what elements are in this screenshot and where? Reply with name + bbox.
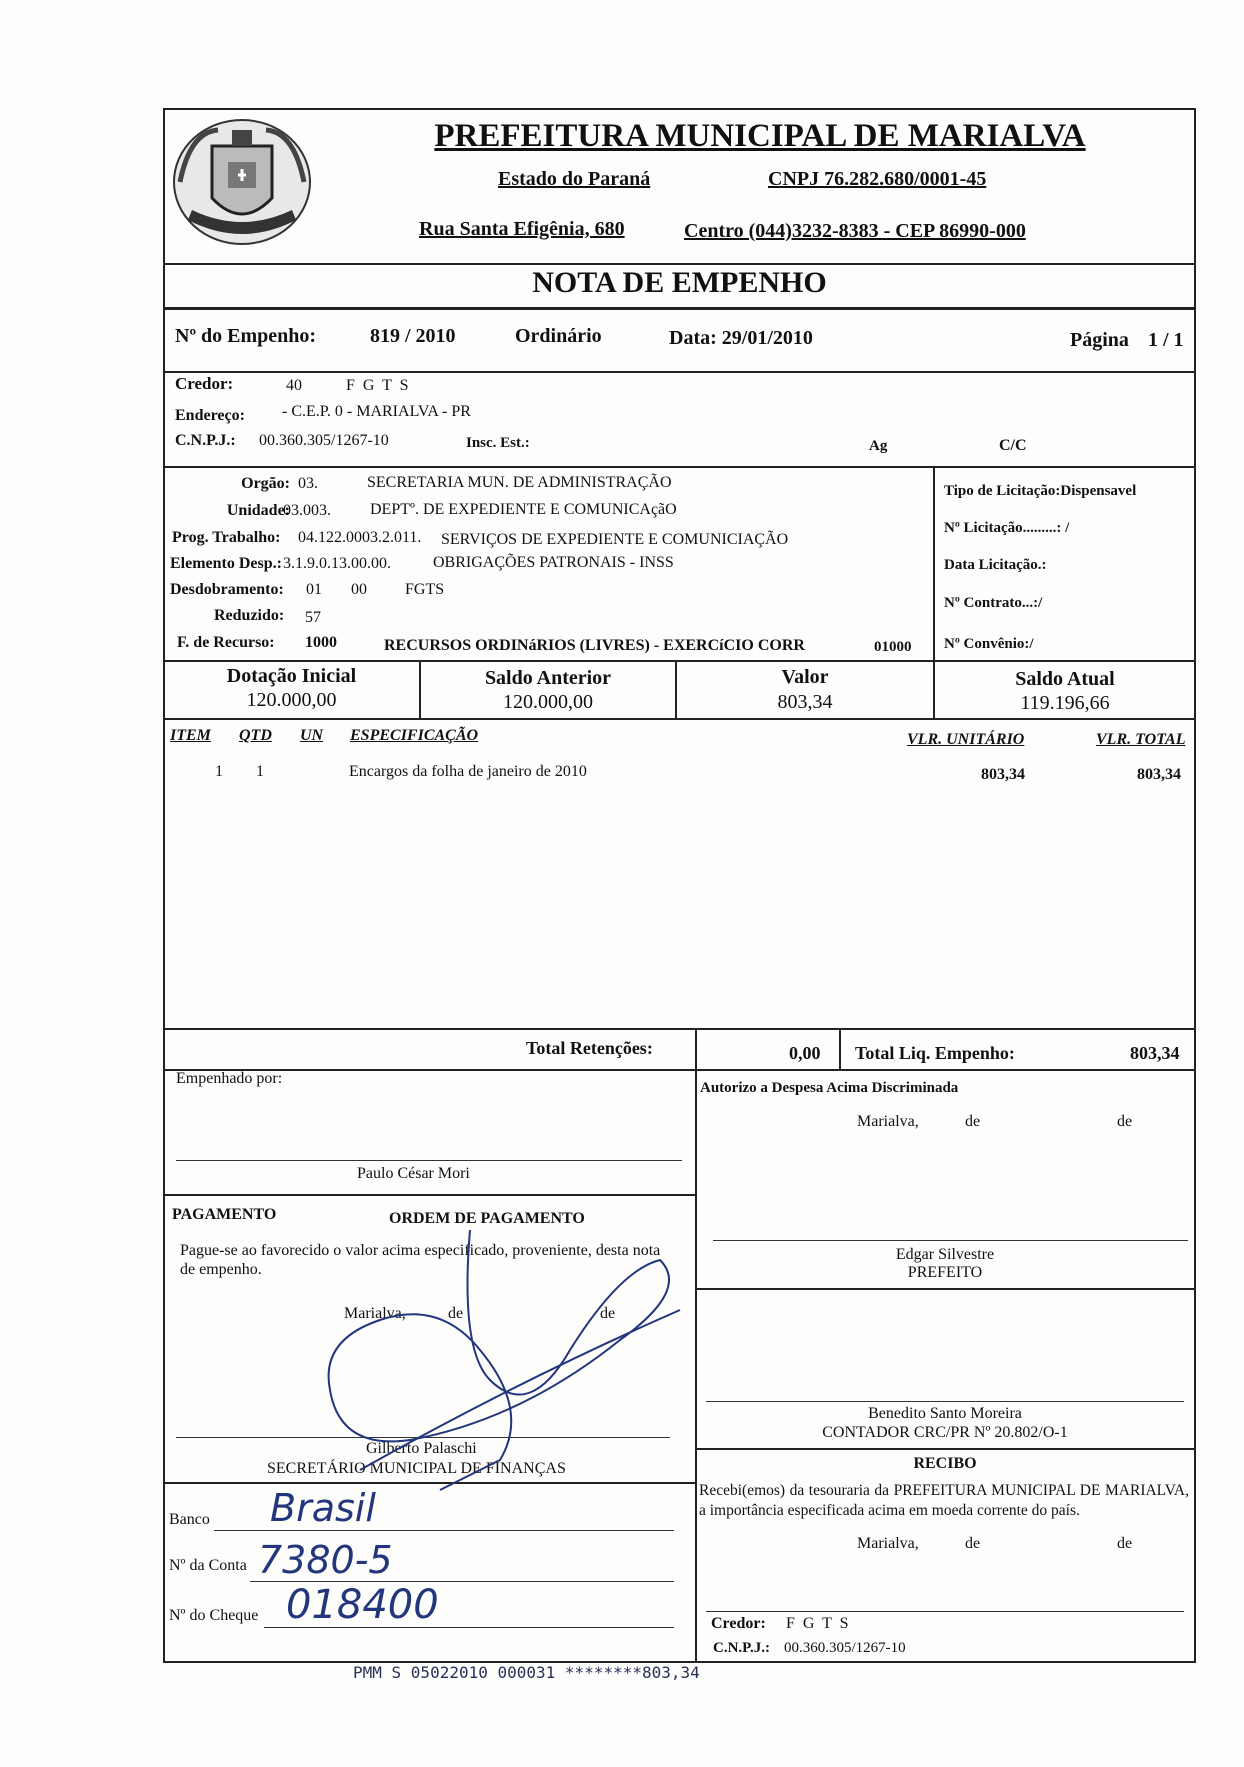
header-title: PREFEITURA MUNICIPAL DE MARIALVA: [434, 118, 1086, 154]
pagamento-text: Pague-se ao favorecido o valor acima especificado, proveniente, desta nota de empenho.: [180, 1242, 661, 1278]
credor-address: - C.E.P. 0 - MARIALVA - PR: [282, 403, 471, 420]
credor-cnpj: 00.360.305/1267-10: [259, 432, 389, 449]
numero-convenio: Nº Convênio:/: [944, 636, 1034, 652]
recibo-credor-label: Credor:: [711, 1615, 766, 1632]
autorizo-de2: de: [1117, 1113, 1133, 1130]
secretario-role: SECRETÁRIO MUNICIPAL DE FINANÇAS: [267, 1460, 566, 1477]
desd-code1: 01: [306, 581, 322, 598]
empenho-number: 819 / 2010: [370, 325, 456, 347]
prefeito-signature: [700, 1246, 1190, 1282]
numero-licitacao: Nº Licitação.........: /: [944, 520, 1070, 536]
header-contact: Centro (044)3232-8383 - CEP 86990-000: [684, 220, 1026, 242]
prog-label: Prog. Trabalho:: [172, 529, 281, 546]
prefeito-role: PREFEITO: [907, 1264, 983, 1281]
conta-value: 7380-5: [258, 1538, 393, 1582]
document-title: NOTA DE EMPENHO: [532, 266, 827, 299]
reduzido-label: Reduzido:: [214, 607, 285, 624]
total-liquido-label: Total Liq. Empenho:: [855, 1043, 1015, 1063]
orgao-name: SECRETARIA MUN. DE ADMINISTRAÇÃO: [367, 474, 672, 491]
col-item: ITEM: [170, 727, 211, 744]
recibo-cnpj: 00.360.305/1267-10: [784, 1640, 906, 1656]
recibo-cnpj-label: C.N.P.J.:: [713, 1640, 770, 1656]
cheque-value: 018400: [286, 1582, 439, 1628]
autorizo-de1: de: [965, 1113, 981, 1130]
header-state: Estado do Paraná: [498, 168, 651, 190]
contador-signature: [700, 1404, 1190, 1442]
prog-name: SERVIÇOS DE EXPEDIENTE E COMUNICIAÇÃO: [441, 531, 789, 548]
cheque-label: Nº do Cheque: [169, 1607, 259, 1624]
desd-code2: 00: [351, 581, 367, 598]
page-number: 1 / 1: [1148, 329, 1184, 351]
tipo-licitacao: Tipo de Licitação:Dispensavel: [944, 483, 1137, 499]
credor-address-label: Endereço:: [175, 407, 245, 424]
reduzido-value: 57: [305, 609, 321, 626]
saldo-atual-label: Saldo Atual: [1015, 668, 1115, 690]
desd-label: Desdobramento:: [170, 581, 284, 598]
unidade-label: Unidade:: [226, 502, 290, 519]
header-address: Rua Santa Efigênia, 680: [419, 218, 625, 240]
empenho-type: Ordinário: [515, 325, 602, 347]
item-especificacao: Encargos da folha de janeiro de 2010: [349, 763, 587, 780]
elem-name: OBRIGAÇÕES PATRONAIS - INSS: [433, 554, 674, 571]
col-un: UN: [300, 727, 324, 744]
unidade-name: DEPTº. DE EXPEDIENTE E COMUNICAçãO: [370, 501, 677, 518]
ordem-pagamento-label: ORDEM DE PAGAMENTO: [389, 1210, 585, 1227]
total-retencoes-value: 0,00: [789, 1043, 821, 1063]
valor-value: 803,34: [777, 691, 833, 713]
col-especificacao: ESPECIFICAÇÃO: [350, 727, 479, 744]
recurso-label: F. de Recurso:: [177, 634, 275, 651]
recibo-city: Marialva,: [857, 1535, 919, 1552]
orgao-label: Orgão:: [241, 475, 290, 492]
dotacao-value: 120.000,00: [246, 689, 337, 711]
recibo-credor: F G T S: [786, 1615, 851, 1632]
header-cnpj: CNPJ 76.282.680/0001-45: [768, 168, 987, 190]
signature-scribble: [320, 1230, 700, 1500]
elem-label: Elemento Desp.:: [170, 555, 282, 572]
credor-name: F G T S: [346, 377, 411, 394]
orgao-code: 03.: [298, 475, 318, 492]
valor-label: Valor: [781, 666, 829, 688]
pagamento-de2: de: [600, 1305, 616, 1322]
item-qtd: 1: [256, 763, 264, 780]
page-label: Página: [1070, 329, 1129, 351]
credor-code: 40: [286, 377, 302, 394]
empenho-date: Data: 29/01/2010: [669, 327, 813, 349]
pagamento-de1: de: [448, 1305, 464, 1322]
recibo-de2: de: [1117, 1535, 1133, 1552]
credor-label: Credor:: [175, 374, 234, 393]
dotacao-label: Dotação Inicial: [226, 665, 357, 687]
banco-value: Brasil: [270, 1486, 376, 1530]
saldo-anterior-value: 120.000,00: [503, 691, 593, 713]
item-number: 1: [215, 763, 223, 780]
recurso-name: RECURSOS ORDINáRIOS (LIVRES) - EXERCíCIO CORR: [384, 637, 805, 654]
conta-label: Nº da Conta: [169, 1557, 247, 1574]
recibo-title: RECIBO: [913, 1455, 977, 1472]
secretario-name: Gilberto Palaschi: [366, 1440, 477, 1457]
pagamento-label: PAGAMENTO: [172, 1206, 277, 1223]
recibo-text: Recebi(emos) da tesouraria da PREFEITURA MUNICIPAL DE MARIALVA, a importância especificada acima em moeda corrente do país.: [699, 1482, 1189, 1519]
numero-contrato: Nº Contrato...:/: [944, 595, 1043, 611]
coat-of-arms-logo: [168, 112, 316, 252]
empenhado-por-label: Empenhado por:: [176, 1070, 283, 1087]
insc-est-label: Insc. Est.:: [466, 435, 530, 451]
recurso-code: 1000: [305, 634, 337, 651]
banco-label: Banco: [169, 1511, 210, 1528]
autorizo-title: Autorizo a Despesa Acima Discriminada: [700, 1080, 959, 1096]
empenho-label: Nº do Empenho:: [175, 325, 317, 347]
col-vlr-unitario: VLR. UNITÁRIO: [907, 731, 1025, 748]
desd-name: FGTS: [405, 581, 445, 598]
recurso-code2: 01000: [874, 639, 912, 655]
data-licitacao: Data Licitação.:: [944, 557, 1047, 573]
item-vlr-total: 803,34: [1137, 766, 1181, 783]
empenhado-por-name: Paulo César Mori: [357, 1165, 470, 1182]
pagamento-city: Marialva,: [344, 1305, 406, 1322]
saldo-atual-value: 119.196,66: [1020, 692, 1110, 714]
saldo-anterior-label: Saldo Anterior: [484, 667, 612, 689]
total-retencoes-label: Total Retenções:: [526, 1038, 653, 1058]
ag-label: Ag: [869, 438, 888, 454]
item-vlr-unitario: 803,34: [981, 766, 1025, 783]
contador-role: CONTADOR CRC/PR Nº 20.802/O-1: [822, 1424, 1068, 1441]
contador-name: Benedito Santo Moreira: [868, 1405, 1022, 1422]
recibo-de1: de: [965, 1535, 981, 1552]
prog-code: 04.122.0003.2.011.: [298, 529, 422, 546]
col-qtd: QTD: [239, 727, 272, 744]
bottom-stamp: PMM S 05022010 000031 ********803,34: [353, 1663, 700, 1682]
credor-cnpj-label: C.N.P.J.:: [175, 432, 236, 449]
elem-code: 3.1.9.0.13.00.00.: [283, 555, 391, 572]
autorizo-city: Marialva,: [857, 1113, 919, 1130]
prefeito-name: Edgar Silvestre: [895, 1246, 995, 1263]
col-vlr-total: VLR. TOTAL: [1096, 731, 1186, 748]
total-liquido-value: 803,34: [1130, 1043, 1180, 1063]
cc-label: C/C: [999, 437, 1027, 454]
unidade-code: 03.003.: [283, 502, 331, 519]
